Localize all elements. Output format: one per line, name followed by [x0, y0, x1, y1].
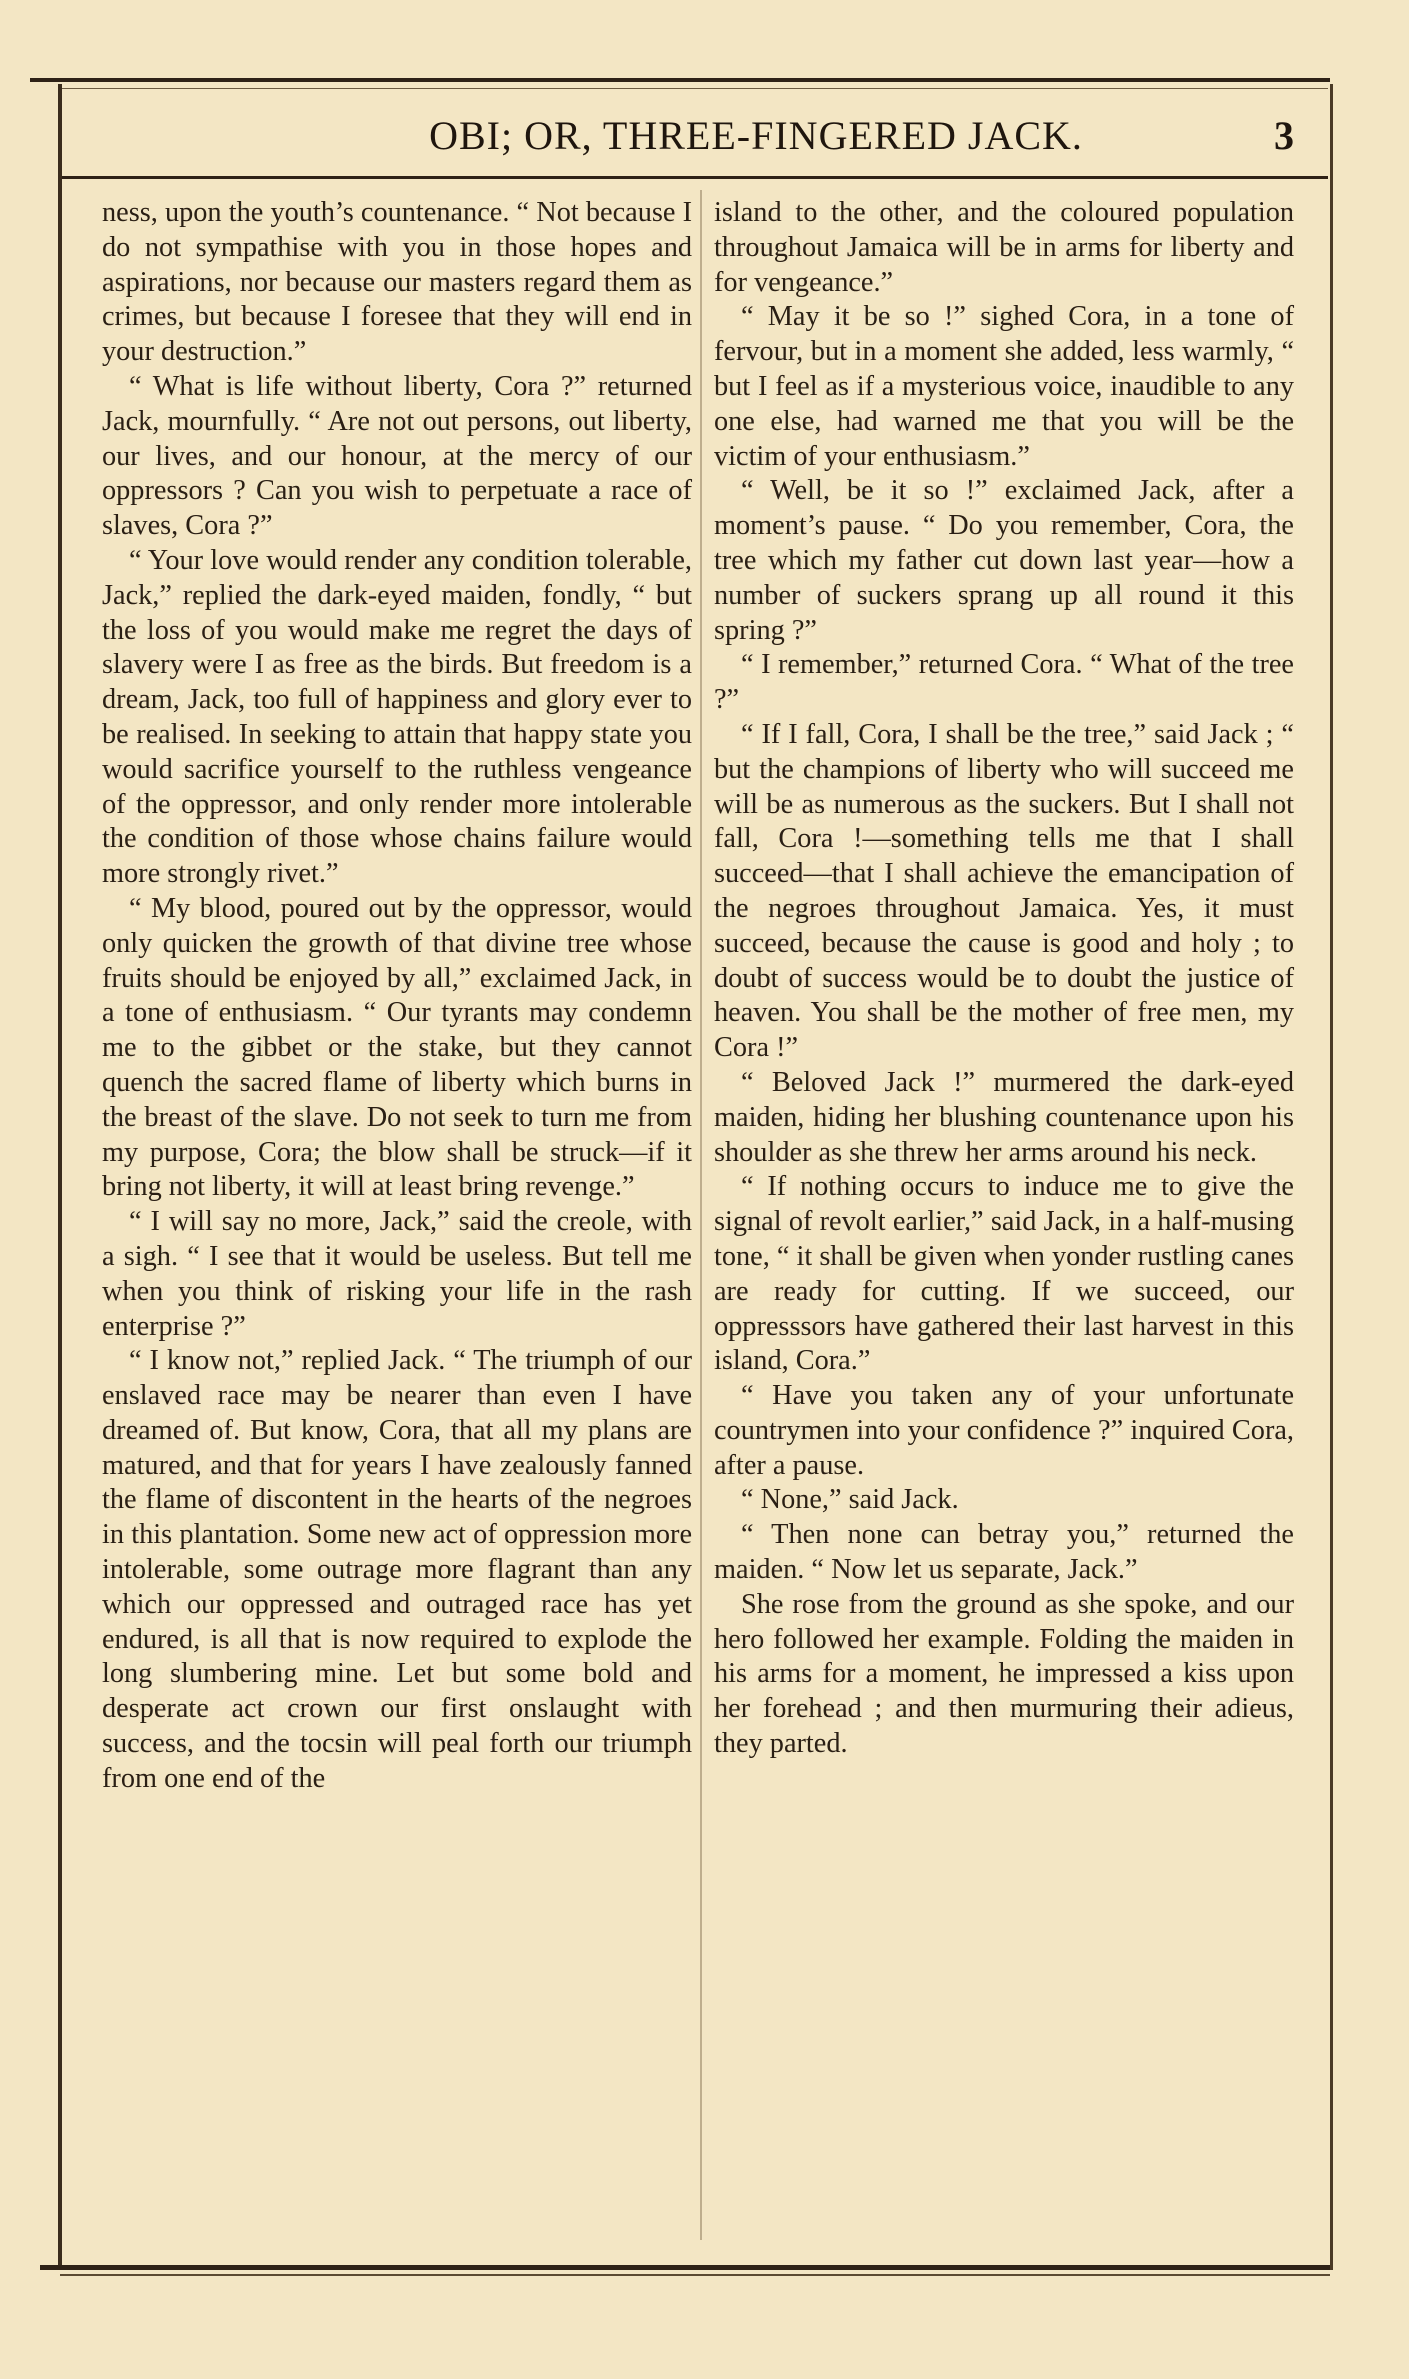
bottom-rule-thin: [60, 2274, 1330, 2276]
paragraph: “ What is life without liberty, Cora ?” returned Jack, mournfully. “ Are not out persons, out liberty, our lives, and our honour, at the mercy of our oppressors ? Can you wish to perpetuate a race of slaves, Cora ?”: [102, 370, 692, 542]
running-title: OBI; OR, THREE-FINGERED JACK.: [429, 113, 1083, 158]
header-rule: [62, 176, 1328, 179]
paragraph: “ Then none can betray you,” returned the maiden. “ Now let us separate, Jack.”: [714, 1519, 1294, 1586]
top-rule: [30, 78, 1330, 82]
paragraph: “ I know not,” replied Jack. “ The triumph of our enslaved race may be nearer than even I have dreamed of. But know, Cora, that all my plans are matured, and that for years I have zealously fanned the flame of discontent in the hearts of the negroes in this plantation. Some new act of oppression more intolerable, some outrage more flagrant than any which our oppressed and outraged race has yet endured, is all that is now required to explode the long slumbering mine. Let but some bold and desperate act crown our first onslaught with success, and the tocsin will peal forth our triumph from one end of the: [102, 1345, 692, 1794]
page-header: [62, 112, 1328, 168]
paragraph: “ I will say no more, Jack,” said the creole, with a sigh. “ I see that it would be useless. But tell me when you think of risking your life in the rash enterprise ?”: [102, 1206, 692, 1342]
paragraph: “ Your love would render any condition tolerable, Jack,” replied the dark-eyed maiden, fondly, “ but the loss of you would make me regret the days of slavery were I as free as the birds. But freedom is a dream, Jack, too full of happiness and glory ever to be realised. In seeking to attain that happy state you would sacrifice yourself to the ruthless vengeance of the oppressor, and only render more intolerable the condition of those whose chains failure would more strongly rivet.”: [102, 544, 692, 890]
bottom-rule: [40, 2265, 1330, 2270]
paragraph: ness, upon the youth’s countenance. “ Not because I do not sympathise with you in those hopes and aspirations, nor because our masters regard them as crimes, but because I foresee that they will end in your destruction.”: [102, 197, 692, 368]
paragraph: “ My blood, poured out by the oppressor, would only quicken the growth of that divine tree whose fruits should be enjoyed by all,” exclaimed Jack, in a tone of enthusiasm. “ Our tyrants may condemn me to the gibbet or the stake, but they cannot quench the sacred flame of liberty which burns in the breast of the slave. Do not seek to turn me from my purpose, Cora; the blow shall be struck—if it bring not liberty, it will at least bring revenge.”: [102, 892, 692, 1203]
paragraph: “ None,” said Jack.: [741, 1484, 959, 1516]
paragraph: island to the other, and the coloured population throughout Jamaica will be in arms for liberty and for vengeance.”: [714, 197, 1294, 298]
paragraph: “ Have you taken any of your unfortunate countrymen into your confidence ?” inquired Cora, after a pause.: [714, 1380, 1294, 1481]
paragraph: “ May it be so !” sighed Cora, in a tone of fervour, but in a moment she added, less warmly, “ but I feel as if a mysterious voice, inaudible to any one else, had warned me that you will be the victim of your enthusiasm.”: [714, 301, 1294, 472]
paragraph: “ If I fall, Cora, I shall be the tree,” said Jack ; “ but the champions of liberty who will succeed me will be as numerous as the suckers. But I shall not fall, Cora !—something tells me that I shall succeed—that I shall achieve the emancipation of the negroes throughout Jamaica. Yes, it must succeed, because the cause is good and holy ; to doubt of success would be to doubt the justice of heaven. You shall be the mother of free men, my Cora !”: [714, 718, 1294, 1064]
paragraph: “ Well, be it so !” exclaimed Jack, after a moment’s pause. “ Do you remember, Cora, the tree which my father cut down last year—how a number of suckers sprang up all round it this spring ?”: [714, 475, 1294, 646]
page-number: 3: [1274, 113, 1294, 158]
paragraph: “ Beloved Jack !” murmered the dark-eyed maiden, hiding her blushing countenance upon his shoulder as she threw her arms around his neck.: [714, 1066, 1294, 1168]
paragraph: “ I remember,” returned Cora. “ What of the tree ?”: [714, 649, 1294, 716]
left-column: [102, 196, 692, 1797]
right-column: [714, 196, 1294, 1762]
column-divider: [700, 190, 702, 2240]
paragraph: She rose from the ground as she spoke, and our hero followed her example. Folding the maiden in his arms for a moment, he impressed a kiss upon her forehead ; and then murmuring their adieus, they parted.: [714, 1588, 1294, 1760]
paragraph: “ If nothing occurs to induce me to give the signal of revolt earlier,” said Jack, in a half-musing tone, “ it shall be given when yonder rustling canes are ready for cutting. If we succeed, our oppresssors have gathered their last harvest in this island, Cora.”: [714, 1171, 1294, 1377]
